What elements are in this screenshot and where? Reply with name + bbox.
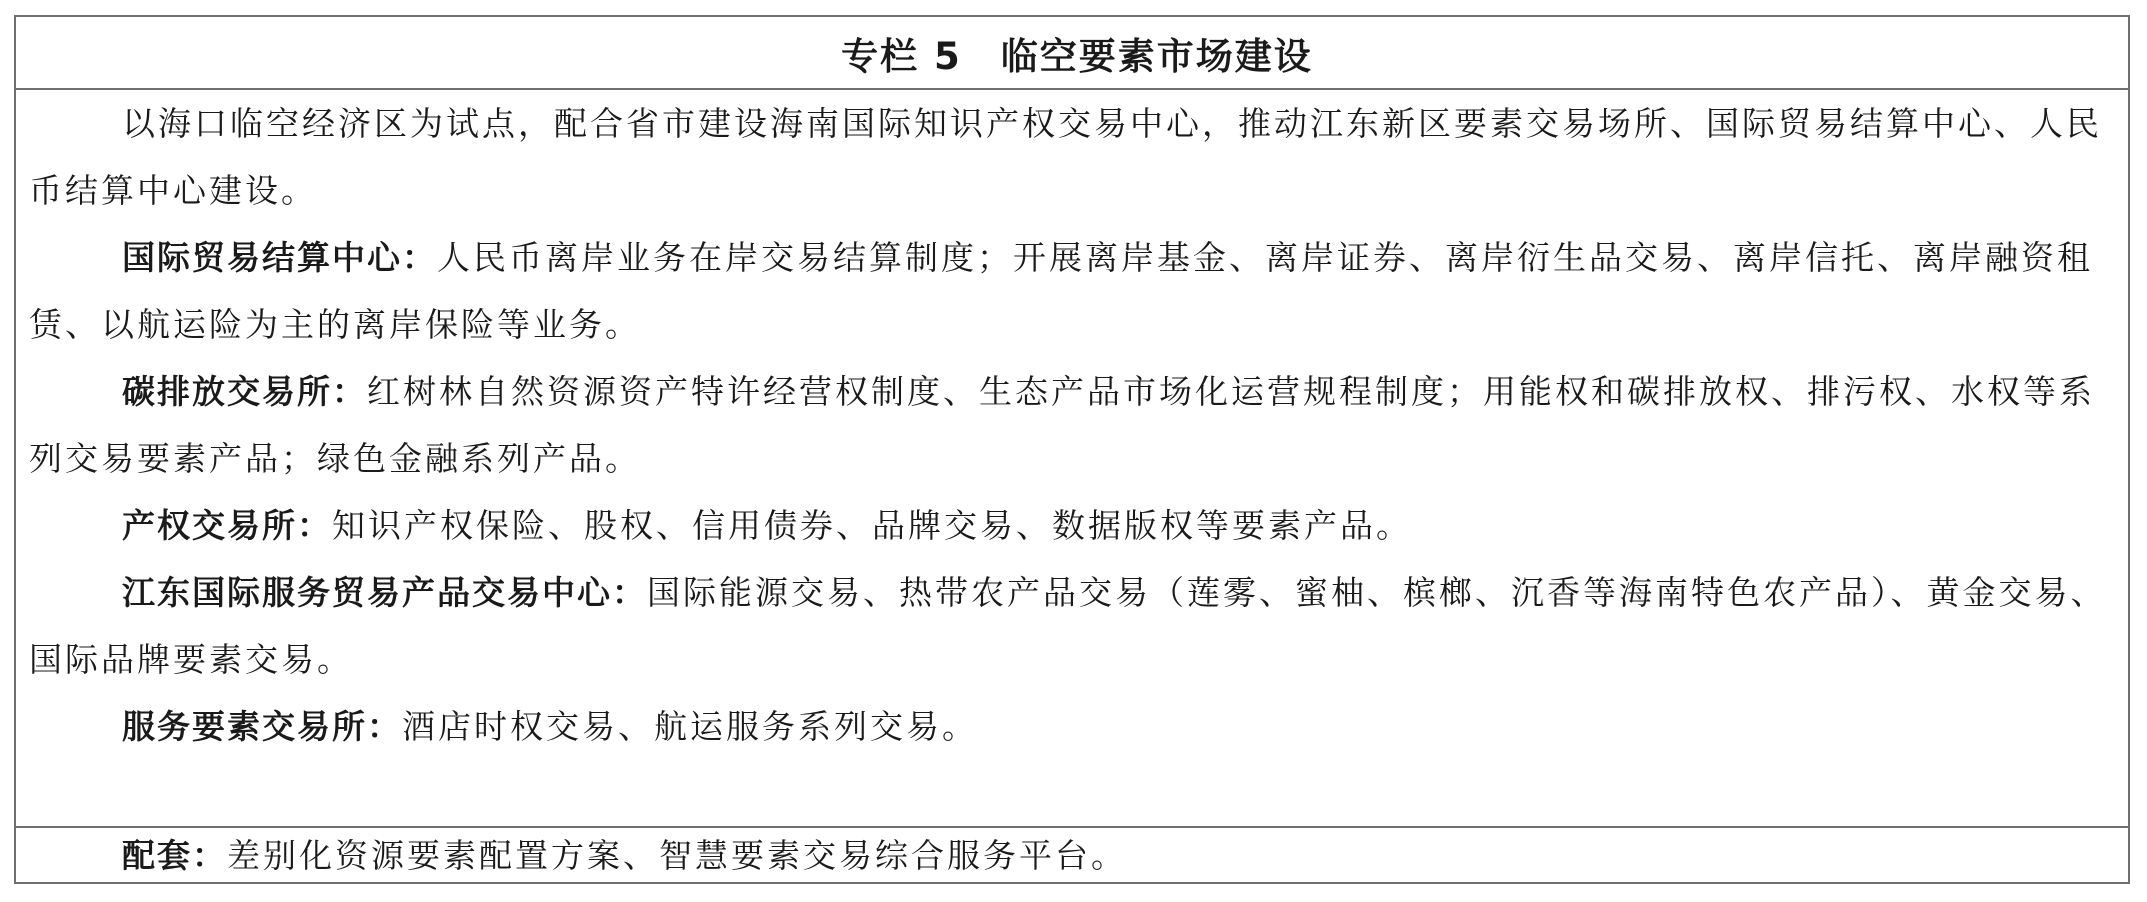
- item-paragraph-jiangdong-trade-center: [29, 559, 2127, 693]
- item-label: 产权交易所：: [122, 506, 332, 545]
- item-paragraph-settlement-center: [29, 224, 2127, 358]
- column-body: [16, 90, 2128, 828]
- item-paragraph-service-exchange: [29, 693, 2127, 760]
- title-row: [16, 17, 2128, 90]
- item-label: 江东国际服务贸易产品交易中心：: [122, 573, 647, 612]
- column-box: [14, 15, 2130, 884]
- footer-label: 配套：: [122, 836, 227, 875]
- item-text: 红树林自然资源资产特许经营权制度、生态产品市场化运营规程制度；用能权和碳排放权、排污权、水权等系列交易要素产品；绿色金融系列产品。: [29, 372, 2095, 478]
- column-title: 专栏 5 临空要素市场建设: [841, 34, 1313, 78]
- footer-paragraph: [29, 828, 2127, 884]
- item-label: 国际贸易结算中心：: [122, 238, 437, 277]
- item-label: 服务要素交易所：: [122, 707, 402, 746]
- item-text: 国际能源交易、热带农产品交易（莲雾、蜜柚、槟榔、沉香等海南特色农产品）、黄金交易、国际品牌要素交易。: [29, 573, 2107, 679]
- item-paragraph-property-exchange: [29, 492, 2127, 559]
- column-footer: [16, 828, 2128, 884]
- item-label: 碳排放交易所：: [122, 372, 367, 411]
- item-paragraph-carbon-exchange: [29, 358, 2127, 492]
- item-text: 酒店时权交易、航运服务系列交易。: [402, 707, 978, 746]
- item-text: 知识产权保险、股权、信用债券、品牌交易、数据版权等要素产品。: [332, 506, 1412, 545]
- footer-text: 差别化资源要素配置方案、智慧要素交易综合服务平台。: [227, 836, 1127, 875]
- intro-paragraph: 以海口临空经济区为试点，配合省市建设海南国际知识产权交易中心，推动江东新区要素交易场所、国际贸易结算中心、人民币结算中心建设。: [29, 104, 2102, 210]
- item-text: 人民币离岸业务在岸交易结算制度；开展离岸基金、离岸证券、离岸衍生品交易、离岸信托、离岸融资租赁、以航运险为主的离岸保险等业务。: [29, 238, 2093, 344]
